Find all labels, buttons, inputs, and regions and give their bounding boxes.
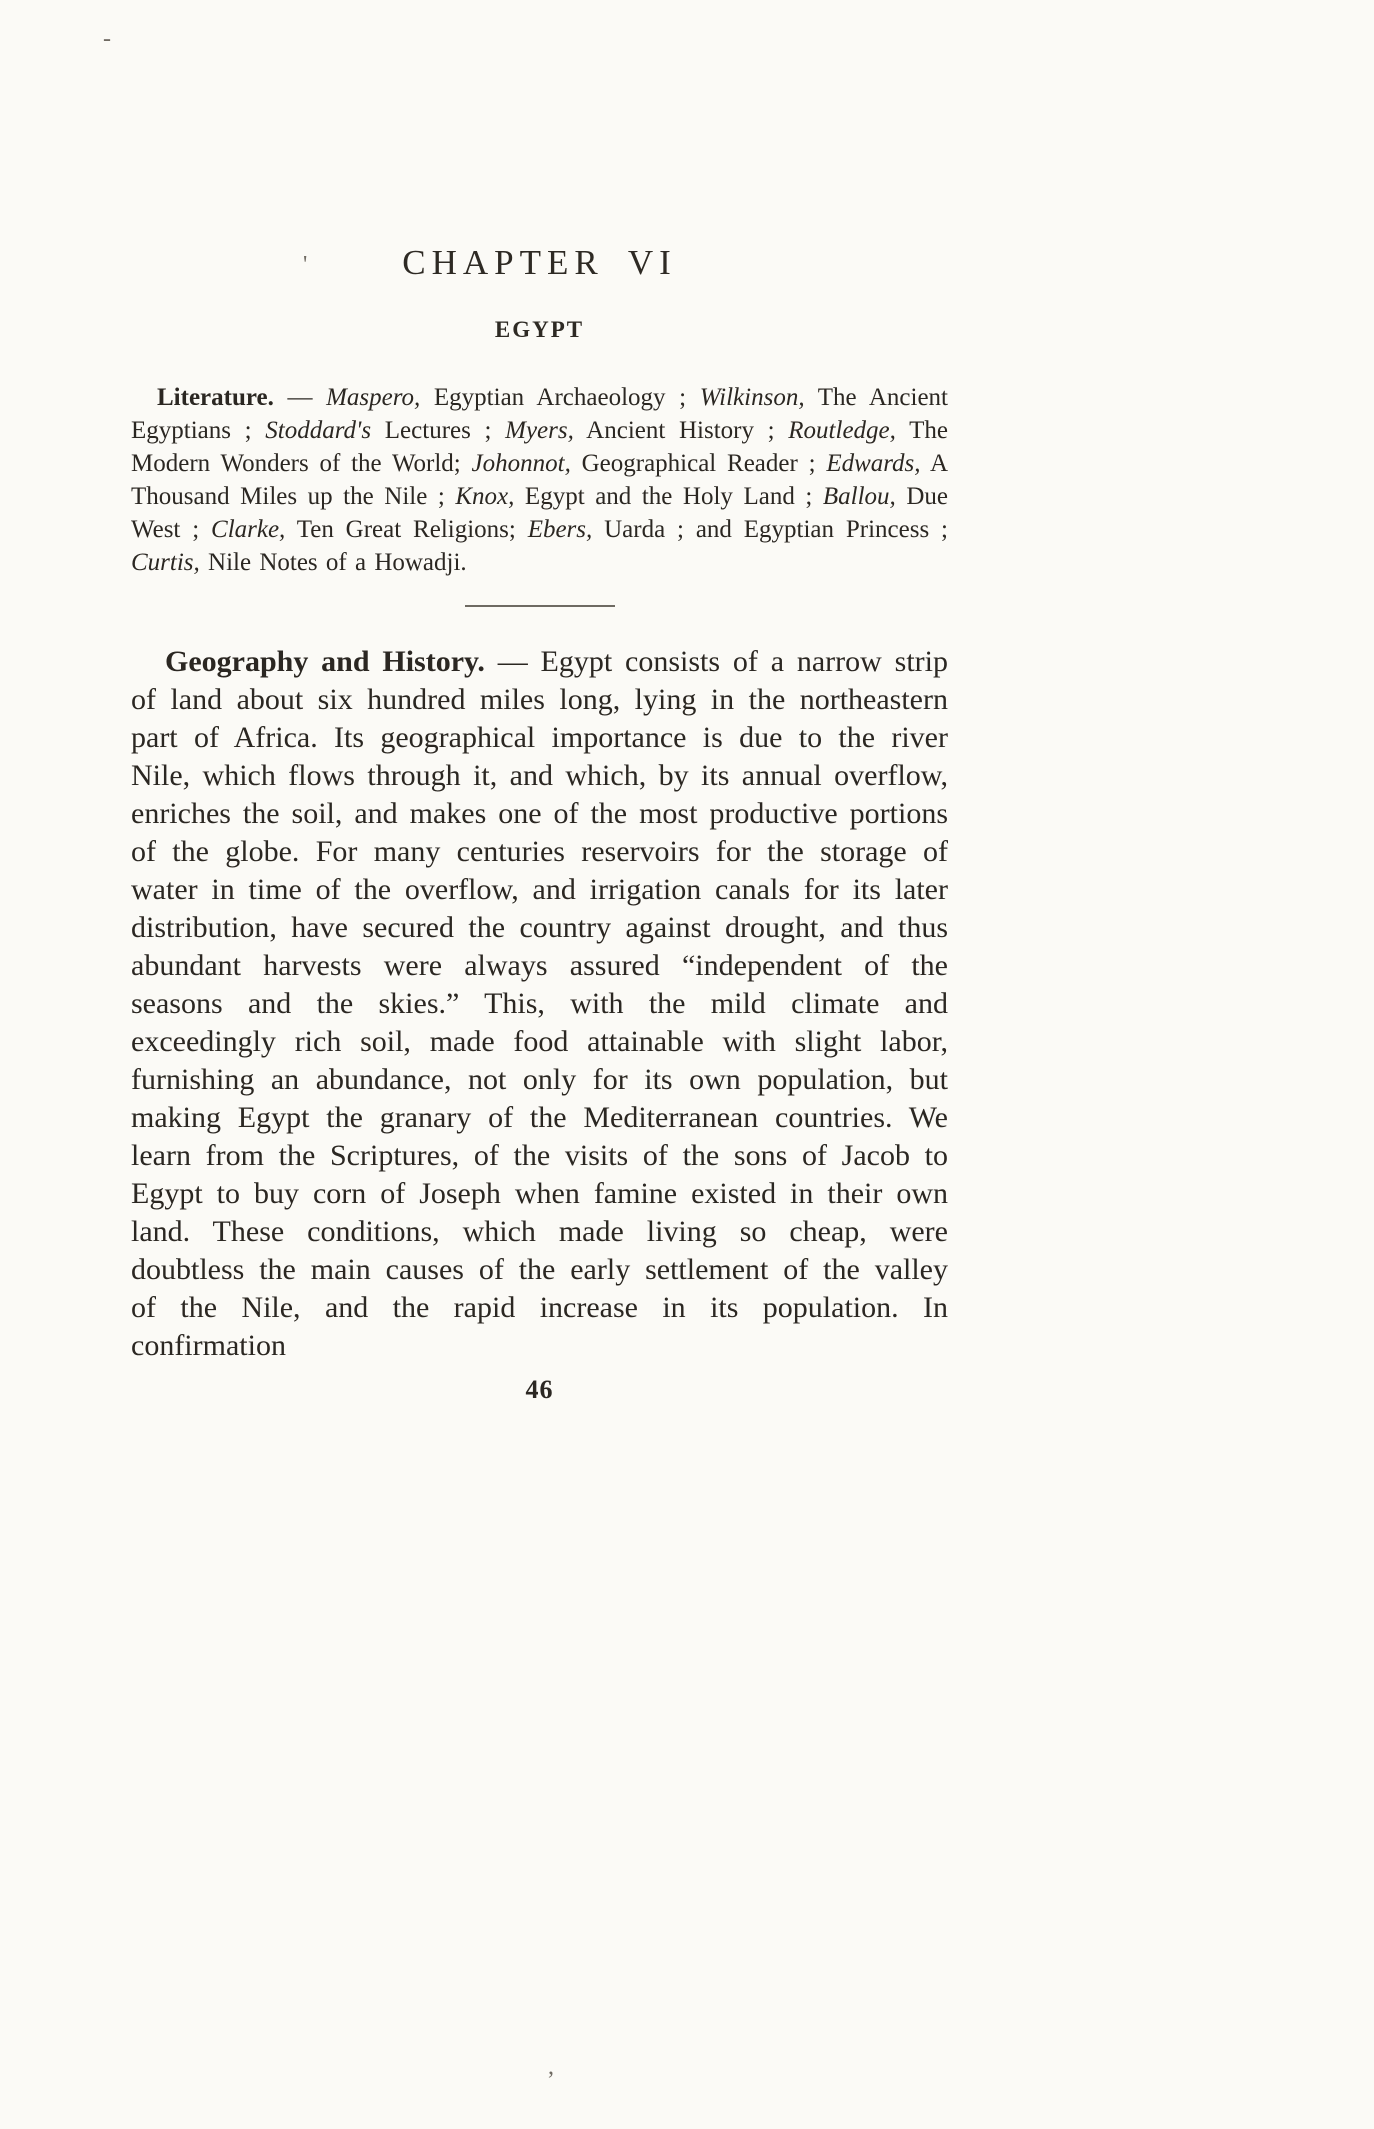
section-divider xyxy=(465,605,615,607)
text-column xyxy=(131,243,948,1405)
scan-artifact: - xyxy=(103,26,111,52)
page-number: 46 xyxy=(525,1375,554,1404)
body-paragraph: Geography and History. — Egypt consists of a narrow strip of land about six hundred miles long, lying in the northeastern part of Africa. Its geographical importance is due to the river Nile, which flows through it, and which, by its annual overflow, enriches the soil, and makes one of the most productive portions of the globe. For many centuries reservoirs for the storage of water in time of the overflow, and irrigation canals for its later distribution, have secured the country against drought, and thus abundant harvests were always assured “independent of the seasons and the skies.” This, with the mild climate and exceedingly rich soil, made food attainable with slight labor, furnishing an abundance, not only for its own population, but making Egypt the granary of the Mediterranean countries. We learn from the Scriptures, of the visits of the sons of Jacob to Egypt to buy corn of Joseph when famine existed in their own land. These conditions, which made living so cheap, were doubtless the main causes of the early settlement of the valley of the Nile, and the rapid increase in its population. In confirmation xyxy=(131,645,948,1362)
literature-paragraph: Literature. — Maspero, Egyptian Archaeology ; Wilkinson, The Ancient Egyptians ; Stoddard's Lectures ; Myers, Ancient History ; Routledge, The Modern Wonders of the World; Johonnot, Geographical Reader ; Edwards, A Thousand Miles up the Nile ; Knox, Egypt and the Holy Land ; Ballou, Due West ; Clarke, Ten Great Religions; Ebers, Uarda ; and Egyptian Princess ; Curtis, Nile Notes of a Howadji. xyxy=(131,384,949,576)
chapter-title: CHAPTER VI xyxy=(402,243,677,282)
section-subtitle: EGYPT xyxy=(494,317,585,342)
scan-artifact: , xyxy=(548,2054,554,2080)
scan-artifact: ' xyxy=(303,252,308,278)
